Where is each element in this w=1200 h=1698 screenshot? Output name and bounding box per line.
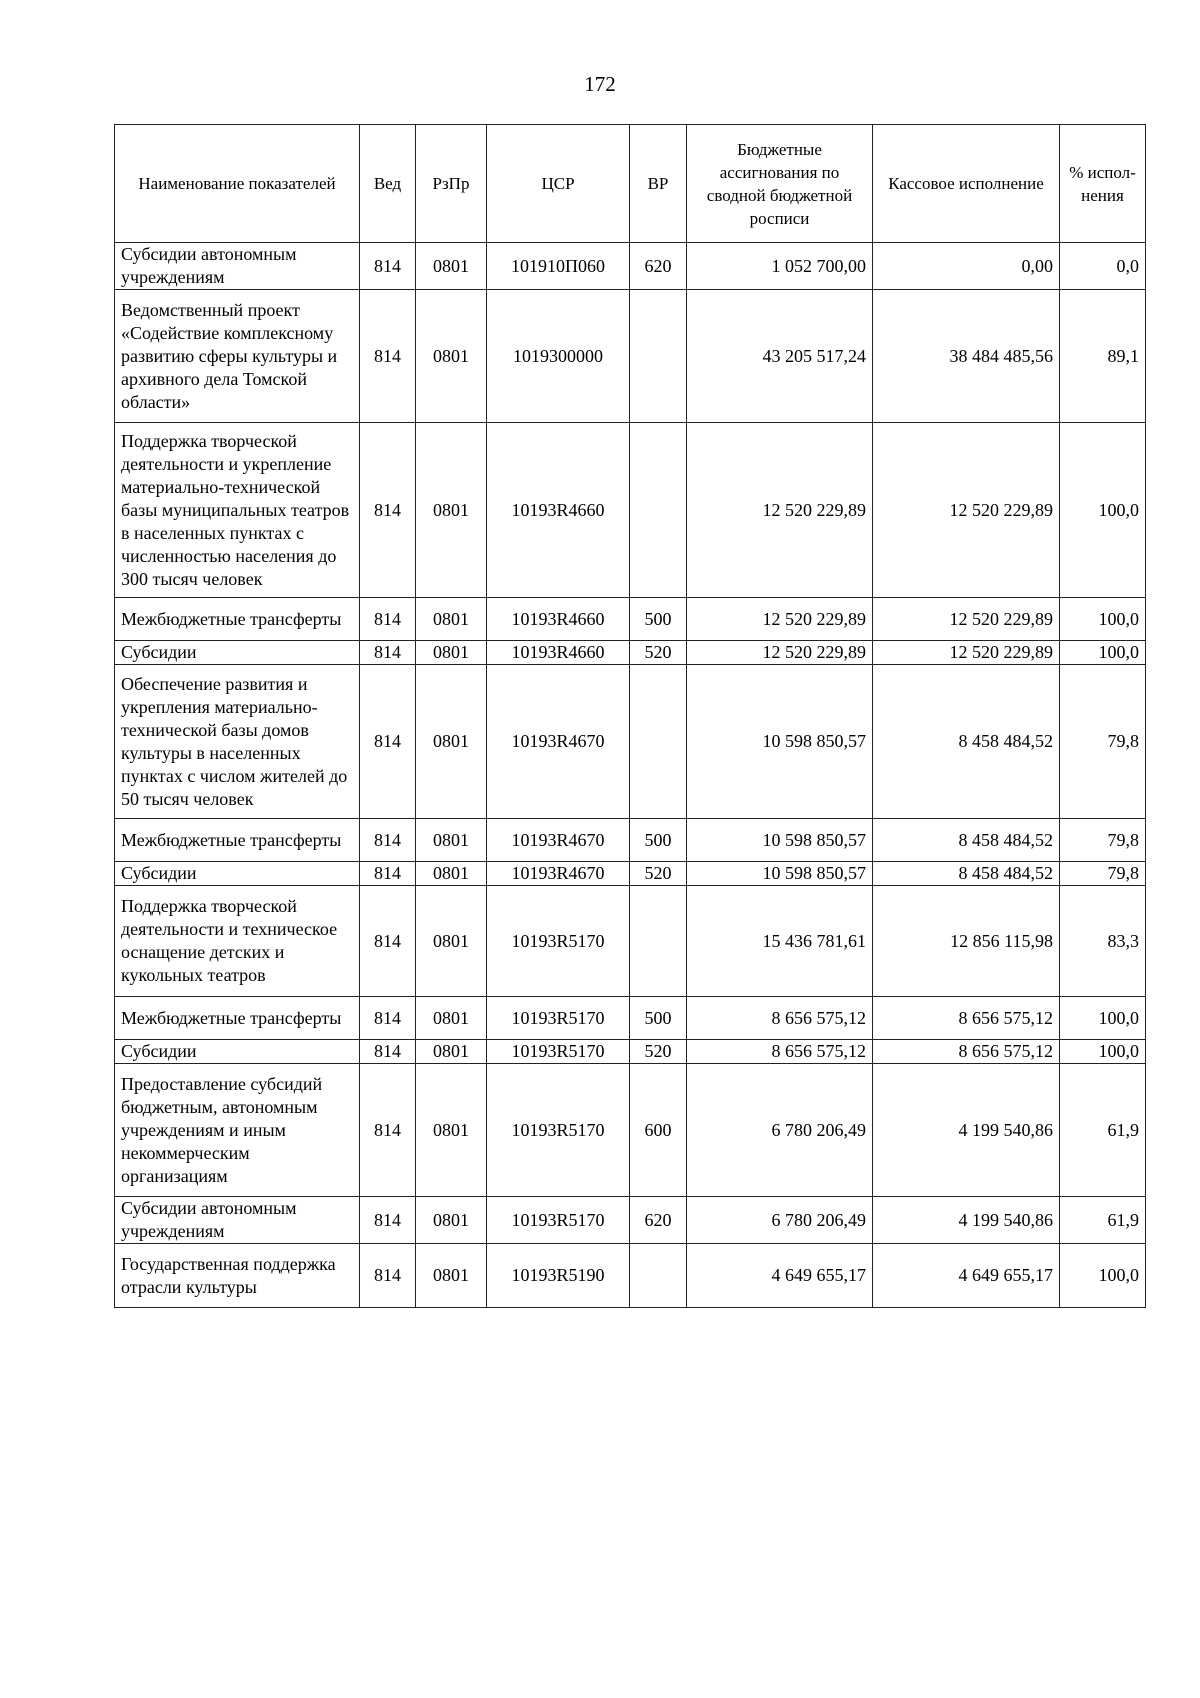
cell-cash: 12 856 115,98 bbox=[873, 886, 1060, 997]
cell-csr: 10193R5170 bbox=[487, 1064, 630, 1197]
cell-percent: 100,0 bbox=[1060, 1040, 1146, 1064]
cell-budget: 15 436 781,61 bbox=[687, 886, 873, 997]
cell-name: Субсидии bbox=[115, 1040, 360, 1064]
cell-csr: 10193R5170 bbox=[487, 886, 630, 997]
budget-table bbox=[114, 124, 1146, 1308]
table-row bbox=[115, 1064, 1146, 1197]
cell-vr: 520 bbox=[630, 862, 687, 886]
header-vr: ВР bbox=[630, 125, 687, 243]
cell-csr: 10193R4670 bbox=[487, 862, 630, 886]
cell-vr: 620 bbox=[630, 1197, 687, 1244]
cell-rzpr: 0801 bbox=[416, 886, 487, 997]
cell-name: Субсидии bbox=[115, 641, 360, 665]
table-row bbox=[115, 819, 1146, 862]
cell-name: Субсидии bbox=[115, 862, 360, 886]
cell-csr: 10193R4660 bbox=[487, 641, 630, 665]
cell-cash: 8 458 484,52 bbox=[873, 819, 1060, 862]
header-budget: Бюджетные ассигнования по сводной бюджетной росписи bbox=[687, 125, 873, 243]
cell-vr bbox=[630, 423, 687, 598]
cell-vr: 500 bbox=[630, 819, 687, 862]
table-row bbox=[115, 641, 1146, 665]
cell-name: Государственная поддержка отрасли культуры bbox=[115, 1244, 360, 1308]
cell-ved: 814 bbox=[360, 1064, 416, 1197]
cell-ved: 814 bbox=[360, 997, 416, 1040]
cell-budget: 8 656 575,12 bbox=[687, 997, 873, 1040]
cell-csr: 10193R4670 bbox=[487, 665, 630, 819]
cell-vr bbox=[630, 290, 687, 423]
cell-percent: 61,9 bbox=[1060, 1197, 1146, 1244]
cell-ved: 814 bbox=[360, 862, 416, 886]
cell-percent: 79,8 bbox=[1060, 819, 1146, 862]
cell-rzpr: 0801 bbox=[416, 243, 487, 290]
table-row bbox=[115, 997, 1146, 1040]
cell-name: Предоставление субсидий бюджетным, автономным учреждениям и иным некоммерческим организациям bbox=[115, 1064, 360, 1197]
cell-budget: 8 656 575,12 bbox=[687, 1040, 873, 1064]
cell-rzpr: 0801 bbox=[416, 1244, 487, 1308]
cell-rzpr: 0801 bbox=[416, 997, 487, 1040]
cell-vr: 500 bbox=[630, 598, 687, 641]
cell-percent: 79,8 bbox=[1060, 862, 1146, 886]
cell-rzpr: 0801 bbox=[416, 1197, 487, 1244]
table-row bbox=[115, 290, 1146, 423]
cell-rzpr: 0801 bbox=[416, 1064, 487, 1197]
cell-ved: 814 bbox=[360, 1244, 416, 1308]
cell-budget: 12 520 229,89 bbox=[687, 423, 873, 598]
cell-name: Межбюджетные трансферты bbox=[115, 997, 360, 1040]
cell-ved: 814 bbox=[360, 886, 416, 997]
cell-vr bbox=[630, 665, 687, 819]
cell-vr: 500 bbox=[630, 997, 687, 1040]
cell-vr bbox=[630, 886, 687, 997]
cell-ved: 814 bbox=[360, 819, 416, 862]
table-row bbox=[115, 665, 1146, 819]
table-row bbox=[115, 886, 1146, 997]
cell-csr: 1019300000 bbox=[487, 290, 630, 423]
cell-budget: 10 598 850,57 bbox=[687, 862, 873, 886]
cell-budget: 12 520 229,89 bbox=[687, 641, 873, 665]
cell-budget: 1 052 700,00 bbox=[687, 243, 873, 290]
cell-cash: 12 520 229,89 bbox=[873, 423, 1060, 598]
cell-name: Межбюджетные трансферты bbox=[115, 819, 360, 862]
cell-ved: 814 bbox=[360, 641, 416, 665]
table-body bbox=[115, 243, 1146, 1308]
cell-percent: 89,1 bbox=[1060, 290, 1146, 423]
cell-rzpr: 0801 bbox=[416, 290, 487, 423]
cell-percent: 61,9 bbox=[1060, 1064, 1146, 1197]
cell-rzpr: 0801 bbox=[416, 423, 487, 598]
cell-cash: 8 458 484,52 bbox=[873, 665, 1060, 819]
cell-vr bbox=[630, 1244, 687, 1308]
cell-rzpr: 0801 bbox=[416, 819, 487, 862]
cell-budget: 6 780 206,49 bbox=[687, 1197, 873, 1244]
cell-name: Межбюджетные трансферты bbox=[115, 598, 360, 641]
cell-name: Поддержка творческой деятельности и укрепление материально-технической базы муниципальных театров в населенных пунктах с численностью населения до 300 тысяч человек bbox=[115, 423, 360, 598]
cell-name: Поддержка творческой деятельности и техническое оснащение детских и кукольных театров bbox=[115, 886, 360, 997]
cell-cash: 12 520 229,89 bbox=[873, 598, 1060, 641]
cell-budget: 12 520 229,89 bbox=[687, 598, 873, 641]
page-number: 172 bbox=[584, 72, 616, 96]
cell-rzpr: 0801 bbox=[416, 862, 487, 886]
table-row bbox=[115, 862, 1146, 886]
cell-ved: 814 bbox=[360, 243, 416, 290]
cell-csr: 10193R5190 bbox=[487, 1244, 630, 1308]
header-rzpr: РзПр bbox=[416, 125, 487, 243]
cell-ved: 814 bbox=[360, 665, 416, 819]
cell-cash: 4 649 655,17 bbox=[873, 1244, 1060, 1308]
header-percent: % испол-нения bbox=[1060, 125, 1146, 243]
cell-csr: 10193R4660 bbox=[487, 423, 630, 598]
cell-ved: 814 bbox=[360, 423, 416, 598]
header-name: Наименование показателей bbox=[115, 125, 360, 243]
cell-percent: 100,0 bbox=[1060, 1244, 1146, 1308]
cell-rzpr: 0801 bbox=[416, 641, 487, 665]
cell-name: Субсидии автономным учреждениям bbox=[115, 243, 360, 290]
cell-cash: 4 199 540,86 bbox=[873, 1197, 1060, 1244]
cell-csr: 10193R4670 bbox=[487, 819, 630, 862]
header-csr: ЦСР bbox=[487, 125, 630, 243]
cell-cash: 8 656 575,12 bbox=[873, 997, 1060, 1040]
cell-cash: 12 520 229,89 bbox=[873, 641, 1060, 665]
cell-cash: 4 199 540,86 bbox=[873, 1064, 1060, 1197]
cell-cash: 8 458 484,52 bbox=[873, 862, 1060, 886]
cell-budget: 6 780 206,49 bbox=[687, 1064, 873, 1197]
cell-budget: 10 598 850,57 bbox=[687, 819, 873, 862]
cell-csr: 10193R5170 bbox=[487, 1040, 630, 1064]
table-row bbox=[115, 1040, 1146, 1064]
table-row bbox=[115, 1244, 1146, 1308]
table-row bbox=[115, 243, 1146, 290]
cell-rzpr: 0801 bbox=[416, 1040, 487, 1064]
cell-rzpr: 0801 bbox=[416, 598, 487, 641]
cell-cash: 0,00 bbox=[873, 243, 1060, 290]
cell-percent: 100,0 bbox=[1060, 997, 1146, 1040]
header-ved: Вед bbox=[360, 125, 416, 243]
cell-ved: 814 bbox=[360, 290, 416, 423]
cell-vr: 600 bbox=[630, 1064, 687, 1197]
cell-percent: 100,0 bbox=[1060, 423, 1146, 598]
cell-csr: 10193R5170 bbox=[487, 997, 630, 1040]
cell-vr: 520 bbox=[630, 1040, 687, 1064]
cell-name: Обеспечение развития и укрепления материально-технической базы домов культуры в населенных пунктах с числом жителей до 50 тысяч человек bbox=[115, 665, 360, 819]
cell-rzpr: 0801 bbox=[416, 665, 487, 819]
table-row bbox=[115, 598, 1146, 641]
cell-budget: 43 205 517,24 bbox=[687, 290, 873, 423]
cell-ved: 814 bbox=[360, 1040, 416, 1064]
cell-csr: 10193R5170 bbox=[487, 1197, 630, 1244]
cell-vr: 520 bbox=[630, 641, 687, 665]
cell-ved: 814 bbox=[360, 598, 416, 641]
cell-name: Ведомственный проект «Содействие комплексному развитию сферы культуры и архивного дела Томской области» bbox=[115, 290, 360, 423]
cell-csr: 10193R4660 bbox=[487, 598, 630, 641]
table-row bbox=[115, 1197, 1146, 1244]
table-row bbox=[115, 423, 1146, 598]
cell-percent: 0,0 bbox=[1060, 243, 1146, 290]
cell-csr: 101910П060 bbox=[487, 243, 630, 290]
cell-vr: 620 bbox=[630, 243, 687, 290]
cell-name: Субсидии автономным учреждениям bbox=[115, 1197, 360, 1244]
cell-cash: 38 484 485,56 bbox=[873, 290, 1060, 423]
cell-cash: 8 656 575,12 bbox=[873, 1040, 1060, 1064]
cell-budget: 4 649 655,17 bbox=[687, 1244, 873, 1308]
cell-percent: 79,8 bbox=[1060, 665, 1146, 819]
cell-percent: 100,0 bbox=[1060, 598, 1146, 641]
cell-budget: 10 598 850,57 bbox=[687, 665, 873, 819]
header-cash: Кассовое исполнение bbox=[873, 125, 1060, 243]
cell-percent: 100,0 bbox=[1060, 641, 1146, 665]
cell-ved: 814 bbox=[360, 1197, 416, 1244]
cell-percent: 83,3 bbox=[1060, 886, 1146, 997]
table-header-row bbox=[115, 125, 1146, 243]
